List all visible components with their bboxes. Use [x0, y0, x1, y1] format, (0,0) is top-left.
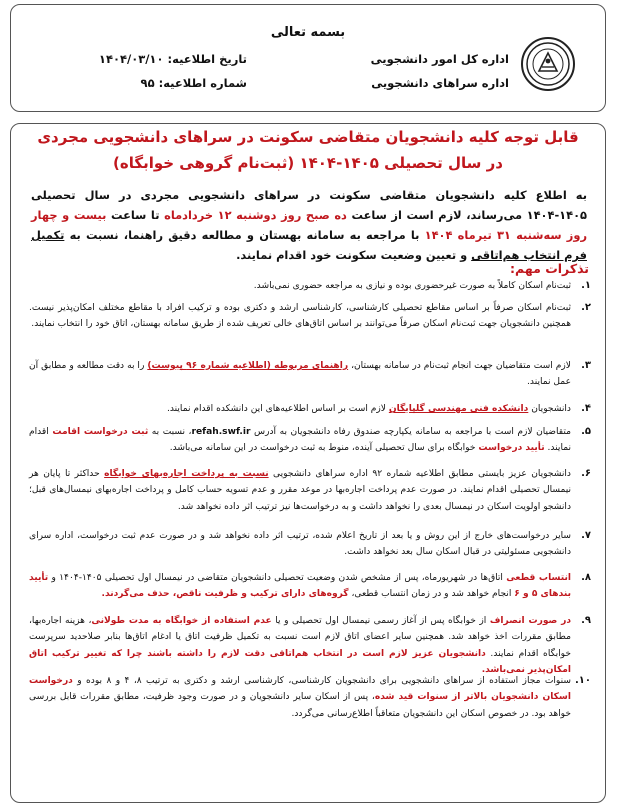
- item-number: ۷.: [581, 530, 591, 541]
- intro-text-1: به اطلاع کلیه دانشجویان متقاضی سکونت در سراهای دانشجویی مجردی در سال تحصیلی ۱۴۰۵-۱۴۰۴ می‌رساند، لازم است از ساعت: [31, 188, 587, 222]
- intro-end-time: بیست و چهار روز سه‌شنبه ۳۱ تیرماه ۱۴۰۴: [31, 208, 587, 242]
- item-text-part: اقدام نمایند.: [29, 427, 571, 454]
- item-text-part: سنوات مجاز استفاده از سراهای دانشجویی برای دانشجویان کارشناسی، کارشناسی ارشد و دکتری به ترتیب ۸، ۴ و ۸ بوده و: [72, 676, 571, 686]
- item-number: ۶.: [581, 468, 591, 479]
- item-highlight: تأیید درخواست: [478, 443, 545, 454]
- list-item: [29, 613, 591, 679]
- item-text-part: انجام خواهد شد و در زمان انتساب قطعی،: [348, 589, 515, 600]
- announcement-body: [10, 123, 606, 803]
- item-text-part: ، نسبت به: [148, 427, 192, 437]
- item-text-part: سایر درخواست‌های خارج از این روش و یا بعد از تاریخ اعلام شده، ترتیب اثر داده نخواهد شد و در صورت عدم ثبت درخواست، اداره سرای دانشجویی مسئولیتی در قبال اسکان سال بعد نخواهد داشت.: [29, 531, 571, 558]
- org-line-1: اداره کل امور دانشجویی: [370, 52, 509, 66]
- number-value: ۹۵: [140, 76, 155, 90]
- list-item: [29, 401, 591, 417]
- item-text: [29, 278, 571, 294]
- item-text-part: حداکثر تا پایان هر نیمسال تحصیلی اقدام نمایند. در صورت عدم پرداخت اجاره‌بها در موعد مقرر و عدم تسویه حساب کامل و پرداخت اجاره‌بهای نیمسال‌های قبل؛ دانشجو اولویت اسکان در نیمسال بعدی را نخواهد داشت و به درخواست‌ها نیز ترتیب اثر داده نخواهد شد.: [29, 469, 571, 512]
- item-highlight: در صورت انصراف: [489, 616, 571, 626]
- item-text: [29, 528, 571, 561]
- item-text-part: دانشجویان عزیز بایستی مطابق اطلاعیه شماره ۹۲ اداره سراهای دانشجویی: [268, 469, 571, 479]
- item-text-part: را به دقت مطالعه و مطابق آن عمل نمایند.: [29, 361, 571, 388]
- org-line-2: اداره سراهای دانشجویی: [371, 76, 509, 90]
- list-item: [29, 570, 591, 603]
- item-text-part: ثبت‌نام اسکان کاملاً به صورت غیرحضوری بوده و نیازی به مراجعه حضوری نمی‌باشد.: [253, 281, 571, 291]
- item-text: [29, 466, 571, 515]
- item-text: [29, 358, 571, 391]
- date-value: ۱۴۰۴/۰۳/۱۰: [98, 52, 164, 66]
- item-text-part: دانشجویان: [528, 404, 571, 414]
- list-item: [29, 278, 591, 294]
- item-text-part: اتاق‌ها در شهریورماه، پس از مشخص شدن وضعیت تحصیلی دانشجویان متقاضی در نیمسال اول تحصیلی ۱۴۰۵-۱۴۰۴ و: [48, 573, 507, 583]
- date-row: [57, 47, 247, 71]
- list-item: [29, 424, 591, 457]
- item-number: ۸.: [581, 572, 591, 583]
- item-highlight: عدم استفاده از خوابگاه به مدت طولانی: [91, 616, 272, 626]
- title-line-1: قابل توجه کلیه دانشجویان متقاضی سکونت در سراهای دانشجویی مجردی: [37, 128, 579, 146]
- item-highlight: ثبت درخواست اقامت: [52, 427, 149, 437]
- item-text-part: خوابگاه برای سال تحصیلی آینده، منوط به ثبت درخواست در این سامانه می‌باشد.: [169, 443, 479, 454]
- intro-start-time: ده صبح روز دوشنبه ۱۲ خردادماه: [164, 208, 347, 222]
- item-text-part: لازم است متقاضیان جهت انجام ثبت‌نام در سامانه بهستان،: [348, 361, 571, 371]
- item-text: [29, 673, 571, 722]
- item-text-part: ، پس از اسکان سایر دانشجویان و در صورت وجود ظرفیت، مطابق مقررات قابل بررسی خواهد بود. در خصوص اسکان این دانشجویان متعاقباً اطلاع‌رسانی می‌گردد.: [29, 692, 571, 719]
- item-number: ۱۰.: [574, 675, 591, 686]
- item-number: ۵.: [581, 426, 591, 437]
- item-url: refah.swf.ir: [191, 427, 251, 437]
- item-highlight: دانشجویان عزیز لازم است در انتخاب هم‌اتاقی دقت لازم را داشته باشند چرا که تغییر ترکیب اتاق امکان‌پذیر نمی‌باشد.: [29, 648, 571, 676]
- item-text-part: ثبت‌نام اسکان صرفاً بر اساس مقاطع تحصیلی کارشناسی، کارشناسی ارشد و دکتری بوده و ترکیب افراد با مقاطع مختلف امکان‌پذیر نیست. همچنین دانشجویان جهت ثبت‌نام اسکان صرفاً می‌توانند بر اساس اتاق‌های خالی تعریف شده از طریق سامانه بهستان، اتاق خود را انتخاب نمایند.: [29, 303, 571, 330]
- item-highlight: راهنمای مربوطه (اطلاعیه شماره ۹۶ پیوست): [147, 361, 349, 371]
- item-highlight: تأیید بندهای ۵ و ۶: [29, 573, 571, 600]
- item-text-part: ، هزینه اجاره‌بها، مطابق مقررات اخذ خواهد شد. همچنین سایر اعضای اتاق لازم است نسبت به تکمیل ظرفیت اتاق یا ادغام اتاق‌ها بنابر صلاحدید سرپرست خوابگاه اقدام نمایند.: [29, 616, 571, 659]
- item-text: [29, 300, 571, 333]
- list-item: [29, 673, 591, 722]
- notes-heading: تذکرات مهم:: [510, 261, 589, 276]
- list-item: [29, 528, 591, 561]
- item-highlight: انتساب قطعی: [506, 573, 571, 583]
- title-line-2: در سال تحصیلی ۱۴۰۵-۱۴۰۴ (ثبت‌نام گروهی خوابگاه): [113, 154, 503, 172]
- organization-block: [371, 47, 509, 95]
- list-item: [29, 466, 591, 515]
- item-text: [29, 570, 571, 603]
- university-emblem-icon: [521, 37, 575, 91]
- item-highlight: نسبت به پرداخت اجاره‌بهای خوابگاه: [104, 469, 269, 479]
- intro-paragraph: [31, 185, 587, 265]
- intro-text-3: با مراجعه به سامانه بهستان و مطالعه دقیق راهنما، نسبت به: [64, 228, 425, 242]
- number-row: [57, 71, 247, 95]
- item-highlight: درخواست اسکان دانشجویان بالاتر از سنوات قید شده: [29, 676, 571, 703]
- item-number: ۳.: [581, 360, 591, 371]
- item-number: ۱.: [581, 280, 591, 291]
- item-text-part: متقاضیان لازم است با مراجعه به سامانه یکپارچه صندوق رفاه دانشجویان به آدرس: [250, 427, 572, 437]
- intro-text-2: تا ساعت: [106, 208, 165, 222]
- item-highlight: دانشکده فنی مهندسی گلپایگان: [388, 404, 529, 414]
- item-text: [29, 424, 571, 457]
- announcement-meta: [57, 47, 247, 95]
- intro-text-4: و تعیین وضعیت سکونت خود اقدام نمایند.: [236, 248, 472, 262]
- item-text-part: لازم است بر اساس اطلاعیه‌های این دانشکده اقدام نمایند.: [166, 404, 389, 414]
- item-number: ۹.: [581, 615, 591, 626]
- number-label: شماره اطلاعیه:: [158, 76, 247, 90]
- list-item: [29, 358, 591, 391]
- list-item: [29, 300, 591, 333]
- item-text: [29, 613, 571, 679]
- intro-roommate-form: تکمیل فرم انتخاب هم‌اتاقی: [31, 228, 587, 262]
- item-highlight: گروه‌های دارای ترکیب و ظرفیت ناقص، حذف می‌گردند.: [101, 589, 349, 600]
- header-box: [10, 4, 606, 112]
- bismillah-heading: بسمه تعالی: [270, 25, 346, 40]
- item-text-part: از خوابگاه پس از آغاز رسمی نیمسال اول تحصیلی و یا: [271, 616, 490, 626]
- item-number: ۲.: [581, 302, 591, 313]
- date-label: تاریخ اطلاعیه:: [167, 52, 247, 66]
- item-text: [29, 401, 571, 417]
- item-number: ۴.: [581, 403, 591, 414]
